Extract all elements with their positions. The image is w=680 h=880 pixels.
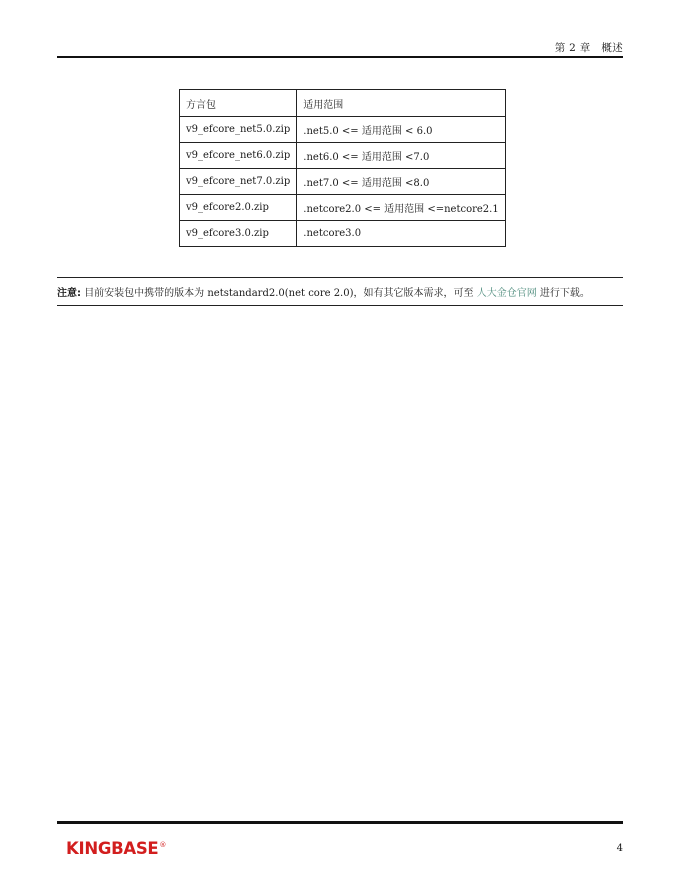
- table-row: [180, 221, 506, 247]
- column-header-package: 方言包: [180, 90, 297, 117]
- range-cell: .netcore2.0 <= 适用范围 <=netcore2.1: [297, 195, 505, 221]
- range-cell: .net7.0 <= 适用范围 <8.0: [297, 169, 505, 195]
- table-header-row: [180, 90, 506, 117]
- running-header: 第 2 章 概述: [554, 42, 623, 54]
- range-cell: .net6.0 <= 适用范围 <7.0: [297, 143, 505, 169]
- page-number: 4: [616, 843, 623, 854]
- package-cell: v9_efcore_net6.0.zip: [180, 143, 297, 169]
- package-cell: v9_efcore_net7.0.zip: [180, 169, 297, 195]
- logo-wordmark: KINGBASE: [66, 839, 159, 858]
- range-cell: .netcore3.0: [297, 221, 505, 247]
- column-header-range: 适用范围: [297, 90, 505, 117]
- note-text-after: 进行下载。: [539, 288, 590, 299]
- note-text-before: 目前安装包中携带的版本为 netstandard2.0(net core 2.0)，如有其它版本需求，可至: [84, 288, 474, 299]
- package-cell: v9_efcore2.0.zip: [180, 195, 297, 221]
- note-box: [57, 284, 623, 299]
- note-label: 注意:: [57, 288, 81, 299]
- package-cell: v9_efcore3.0.zip: [180, 221, 297, 247]
- table-row: [180, 143, 506, 169]
- table-row: [180, 195, 506, 221]
- range-cell: .net5.0 <= 适用范围 < 6.0: [297, 117, 505, 143]
- official-site-link[interactable]: 人大金仓官网: [476, 288, 537, 299]
- header-rule: [57, 56, 623, 58]
- package-table: [179, 89, 506, 247]
- table-row: [180, 117, 506, 143]
- kingbase-logo: [66, 839, 166, 859]
- registered-mark: ®: [159, 841, 167, 849]
- footer-rule: [57, 821, 623, 824]
- package-cell: v9_efcore_net5.0.zip: [180, 117, 297, 143]
- note-rule-bottom: [57, 305, 623, 306]
- table-row: [180, 169, 506, 195]
- note-rule-top: [57, 277, 623, 278]
